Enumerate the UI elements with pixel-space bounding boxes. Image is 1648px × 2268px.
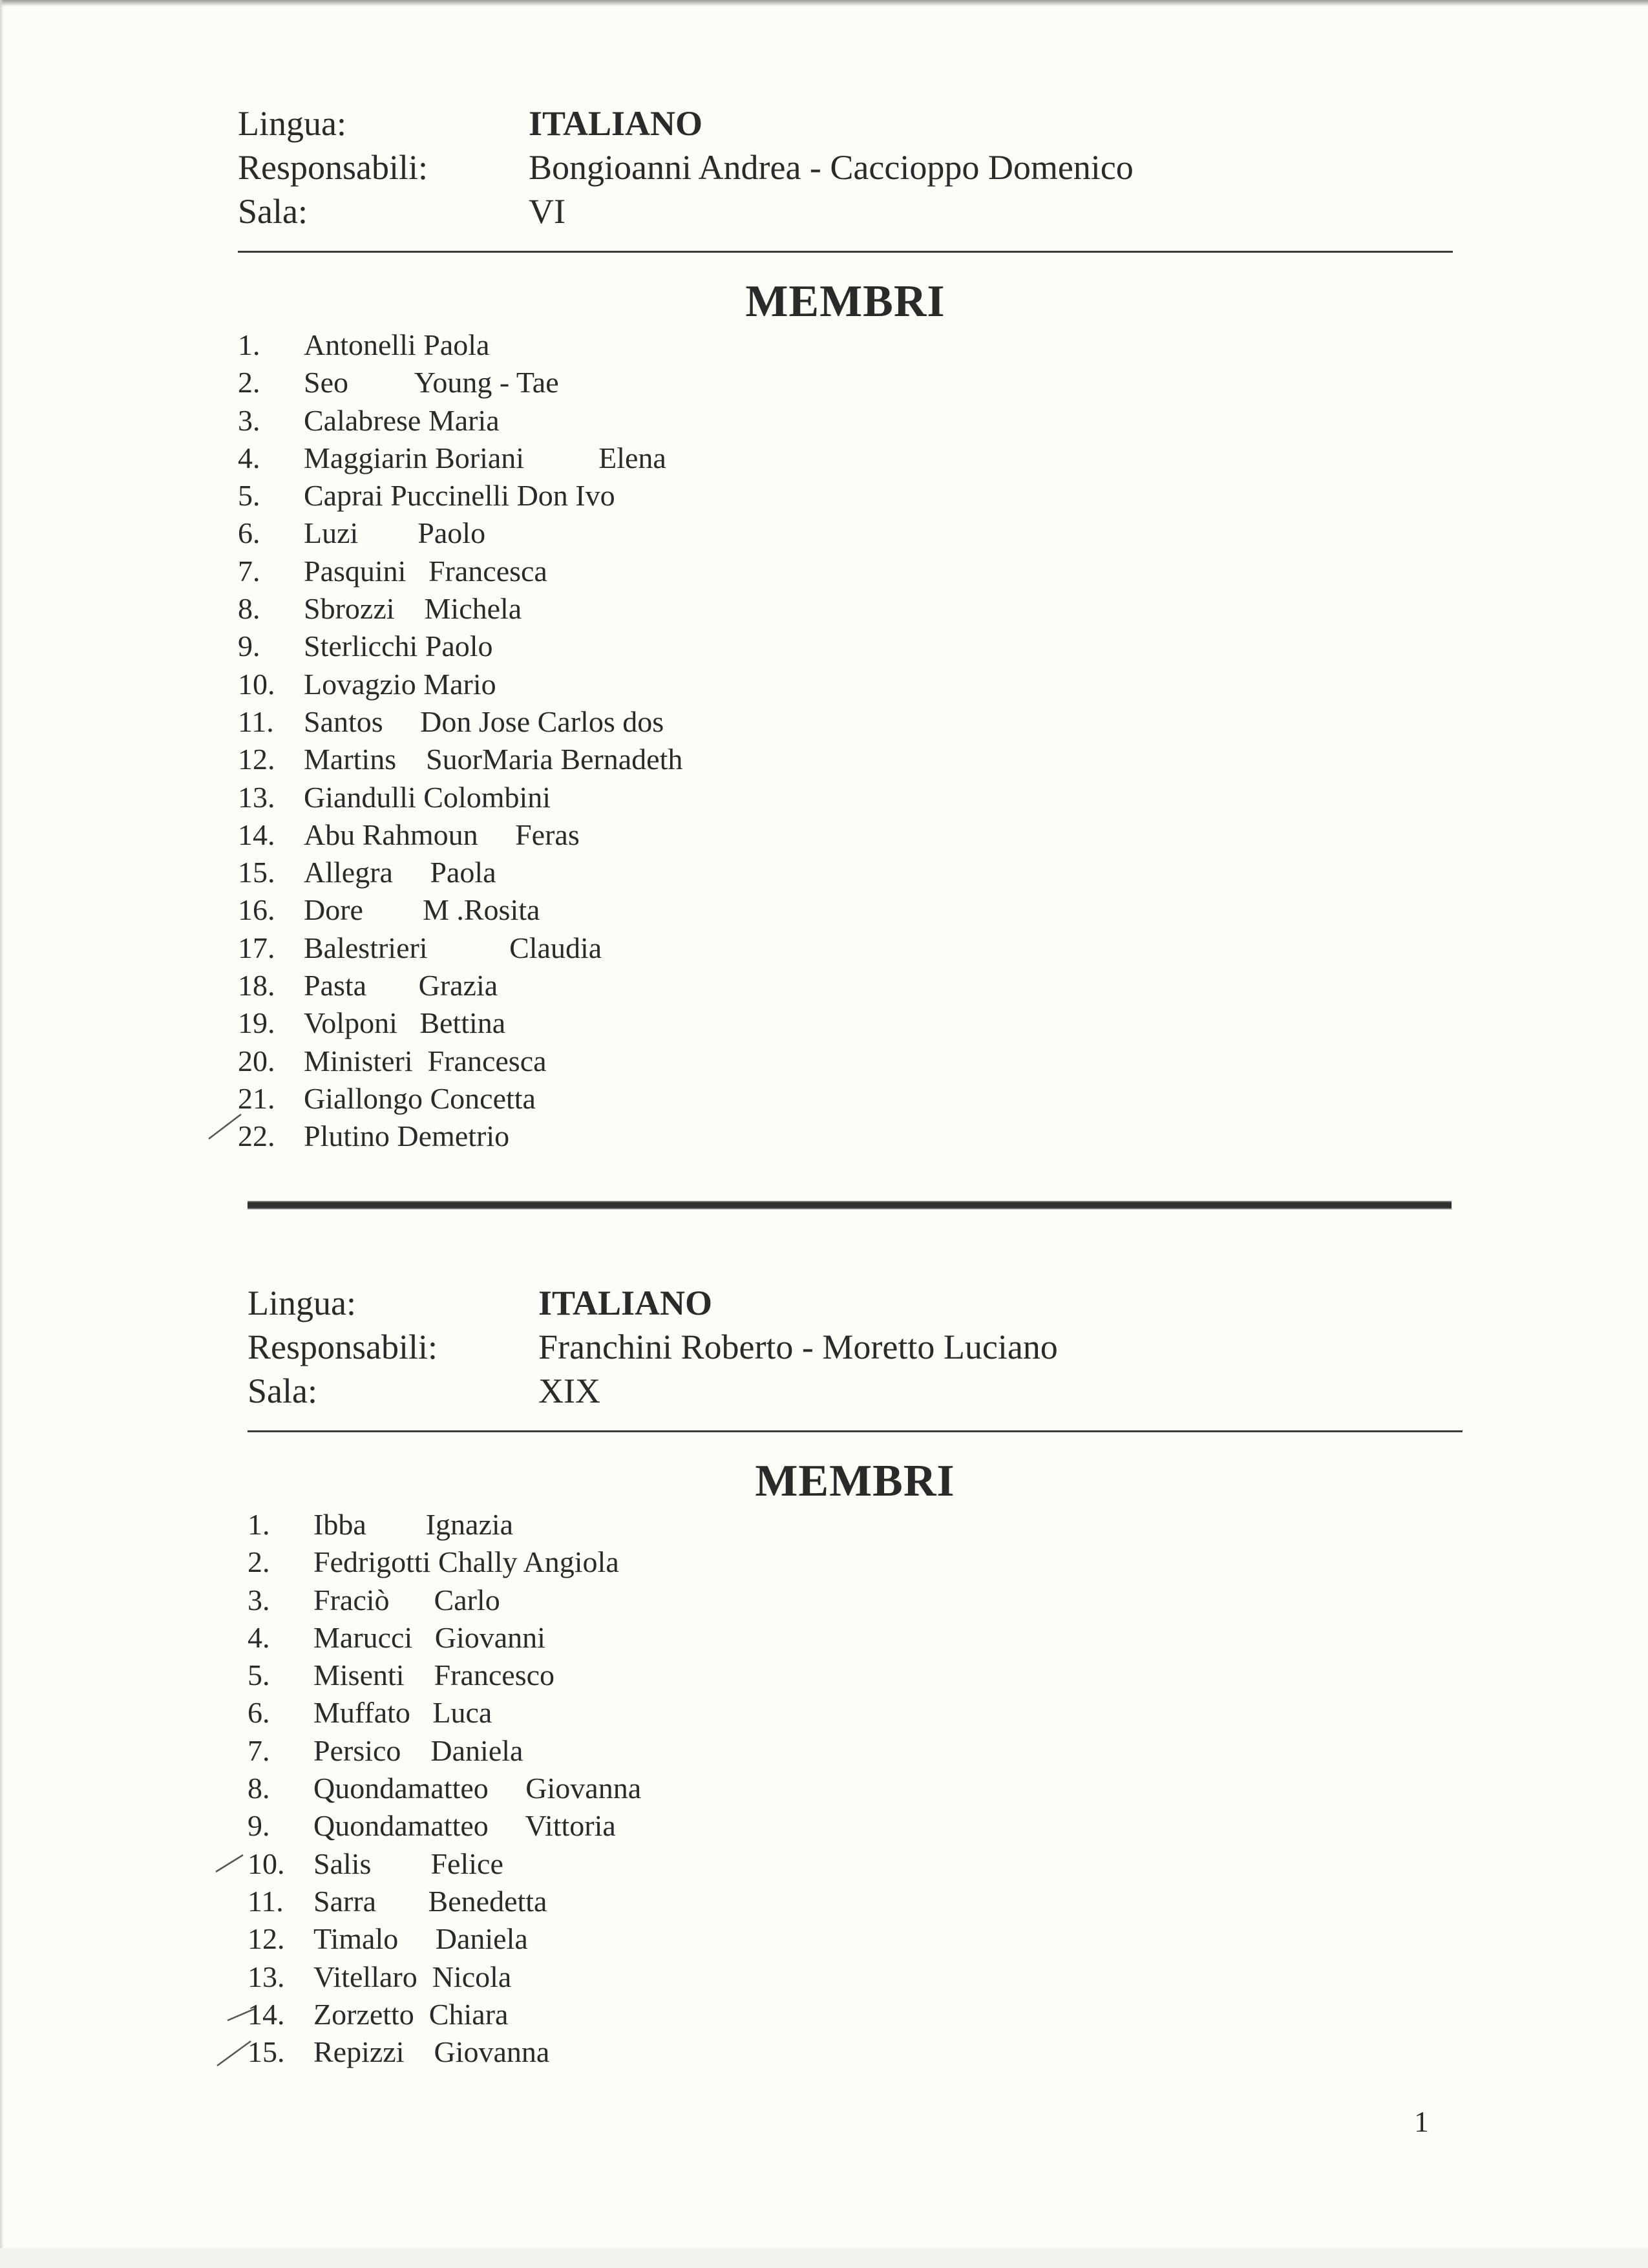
member-name: Ibba Ignazia — [313, 1508, 514, 1541]
member-number: 6. — [238, 516, 260, 550]
pencil-tick-mark — [225, 2001, 257, 2027]
page-top-edge — [0, 0, 1648, 6]
member-name: Santos Don Jose Carlos dos — [304, 705, 664, 738]
member-item — [238, 818, 1453, 855]
member-item — [238, 667, 1453, 705]
pencil-tick-mark — [206, 1110, 244, 1143]
page-left-edge — [0, 0, 4, 2268]
member-name: Sbrozzi Michela — [304, 592, 522, 626]
member-name: Martins SuorMaria Bernadeth — [304, 743, 683, 776]
member-number: 13. — [238, 780, 275, 814]
member-item — [248, 1620, 1463, 1658]
member-item — [238, 705, 1453, 742]
members-heading: MEMBRI — [745, 277, 945, 326]
member-item — [248, 1808, 1463, 1846]
member-item — [248, 1847, 1463, 1884]
member-item — [248, 1507, 1463, 1545]
member-list — [248, 1507, 1463, 2072]
member-number: 3. — [248, 1583, 270, 1616]
member-number: 11. — [238, 705, 274, 738]
member-number: 15. — [238, 856, 275, 889]
member-item — [238, 554, 1453, 591]
member-item — [248, 1583, 1463, 1620]
group-section-2 — [248, 1283, 1463, 2072]
page-bottom-edge — [0, 2248, 1648, 2268]
group-section-1 — [238, 103, 1453, 1157]
member-number: 5. — [248, 1659, 270, 1692]
member-name: Lovagzio Mario — [304, 667, 496, 701]
member-item — [248, 1960, 1463, 1997]
member-number: 5. — [238, 479, 260, 513]
member-item — [238, 968, 1453, 1006]
member-name: Pasquini Francesca — [304, 554, 547, 588]
member-item — [248, 1771, 1463, 1808]
member-number: 3. — [238, 403, 260, 437]
member-item — [248, 1695, 1463, 1733]
members-heading: MEMBRI — [755, 1456, 955, 1506]
member-name: Sterlicchi Paolo — [304, 630, 493, 663]
member-item — [248, 1733, 1463, 1771]
member-item — [248, 1922, 1463, 1959]
member-number: 17. — [238, 931, 275, 964]
member-number: 8. — [238, 592, 260, 626]
member-name: Sarra Benedetta — [313, 1884, 547, 1918]
lingua-value: ITALIANO — [538, 1284, 713, 1322]
member-number: 13. — [248, 1960, 285, 1993]
member-number: 9. — [248, 1809, 270, 1843]
member-name: Seo Young - Tae — [304, 366, 559, 399]
member-name: Balestrieri Claudia — [304, 931, 602, 964]
member-name: Persico Daniela — [313, 1733, 523, 1767]
responsabili-row — [248, 1327, 1463, 1371]
member-name: Pasta Grazia — [304, 969, 498, 1002]
member-item — [238, 1044, 1453, 1081]
pencil-tick-mark — [213, 1850, 246, 1876]
member-number: 12. — [248, 1922, 285, 1956]
lingua-label: Lingua: — [248, 1284, 356, 1322]
member-name: Giallongo Concetta — [304, 1081, 536, 1115]
member-number: 7. — [238, 554, 260, 588]
member-item — [238, 855, 1453, 893]
responsabili-row — [238, 147, 1453, 191]
member-name: Luzi Paolo — [304, 516, 486, 550]
sala-row — [238, 191, 1453, 235]
member-item — [248, 1997, 1463, 2035]
member-name: Volponi Bettina — [304, 1006, 506, 1040]
member-item — [248, 2035, 1463, 2072]
member-number: 11. — [248, 1884, 284, 1918]
member-number: 14. — [248, 1997, 285, 2031]
member-number: 18. — [238, 969, 275, 1002]
member-name: Timalo Daniela — [313, 1922, 528, 1956]
member-number: 2. — [238, 366, 260, 399]
member-number: 8. — [248, 1772, 270, 1805]
member-number: 4. — [238, 441, 260, 474]
member-name: Fraciò Carlo — [313, 1583, 500, 1616]
member-name: Quondamatteo Giovanna — [313, 1772, 642, 1805]
divider — [238, 251, 1453, 253]
member-number: 14. — [238, 818, 275, 851]
member-item — [238, 516, 1453, 553]
sala-label: Sala: — [238, 192, 308, 231]
responsabili-value: Bongioanni Andrea - Caccioppo Domenico — [529, 148, 1134, 187]
member-name: Abu Rahmoun Feras — [304, 818, 580, 851]
member-list — [238, 328, 1453, 1157]
member-item — [238, 780, 1453, 818]
member-number: 21. — [238, 1081, 275, 1115]
member-item — [248, 1545, 1463, 1582]
member-item — [238, 742, 1453, 779]
member-name: Dore M .Rosita — [304, 893, 540, 927]
member-number: 12. — [238, 743, 275, 776]
member-item — [238, 478, 1453, 516]
member-name: Maggiarin Boriani Elena — [304, 441, 666, 474]
member-item — [238, 1081, 1453, 1119]
member-name: Ministeri Francesca — [304, 1044, 547, 1077]
pencil-tick-mark — [215, 2036, 253, 2068]
member-name: Allegra Paola — [304, 856, 496, 889]
member-item — [238, 1006, 1453, 1043]
member-item — [238, 893, 1453, 930]
member-item — [248, 1884, 1463, 1922]
member-name: Repizzi Giovanna — [313, 2035, 550, 2069]
member-name: Marucci Giovanni — [313, 1620, 545, 1654]
member-item — [238, 591, 1453, 629]
lingua-row — [238, 103, 1453, 147]
lingua-label: Lingua: — [238, 104, 346, 143]
member-number: 9. — [238, 630, 260, 663]
member-item — [238, 931, 1453, 968]
member-name: Muffato Luca — [313, 1696, 492, 1730]
member-name: Quondamatteo Vittoria — [313, 1809, 616, 1843]
sala-value: XIX — [538, 1372, 600, 1410]
sala-value: VI — [529, 192, 565, 231]
member-item — [238, 1119, 1453, 1156]
member-name: Vitellaro Nicola — [313, 1960, 512, 1993]
divider — [248, 1430, 1463, 1432]
member-number: 19. — [238, 1006, 275, 1040]
lingua-row — [248, 1283, 1463, 1327]
member-name: Fedrigotti Chally Angiola — [313, 1545, 619, 1579]
member-number: 2. — [248, 1545, 270, 1579]
sala-row — [248, 1371, 1463, 1415]
member-item — [238, 629, 1453, 666]
sala-label: Sala: — [248, 1372, 317, 1410]
member-name: Salis Felice — [313, 1847, 503, 1880]
member-number: 10. — [238, 667, 275, 701]
responsabili-label: Responsabili: — [238, 148, 428, 187]
member-name: Calabrese Maria — [304, 403, 500, 437]
member-number: 16. — [238, 893, 275, 927]
member-item — [248, 1658, 1463, 1695]
member-name: Caprai Puccinelli Don Ivo — [304, 479, 615, 513]
member-number: 10. — [248, 1847, 285, 1880]
member-name: Misenti Francesco — [313, 1659, 555, 1692]
member-number: 1. — [238, 328, 260, 361]
member-item — [238, 403, 1453, 441]
responsabili-value: Franchini Roberto - Moretto Luciano — [538, 1328, 1058, 1366]
lingua-value: ITALIANO — [529, 104, 703, 143]
responsabili-label: Responsabili: — [248, 1328, 438, 1366]
member-number: 6. — [248, 1696, 270, 1730]
section-divider — [248, 1201, 1452, 1209]
member-item — [238, 441, 1453, 478]
member-item — [238, 365, 1453, 403]
member-number: 20. — [238, 1044, 275, 1077]
member-number: 22. — [238, 1119, 275, 1153]
member-number: 4. — [248, 1620, 270, 1654]
member-name: Giandulli Colombini — [304, 780, 551, 814]
member-number: 1. — [248, 1508, 270, 1541]
member-item — [238, 328, 1453, 365]
member-name: Zorzetto Chiara — [313, 1997, 509, 2031]
member-number: 7. — [248, 1733, 270, 1767]
page-number: 1 — [1414, 2105, 1429, 2138]
member-name: Plutino Demetrio — [304, 1119, 510, 1153]
member-name: Antonelli Paola — [304, 328, 490, 361]
member-number: 15. — [248, 2035, 285, 2069]
